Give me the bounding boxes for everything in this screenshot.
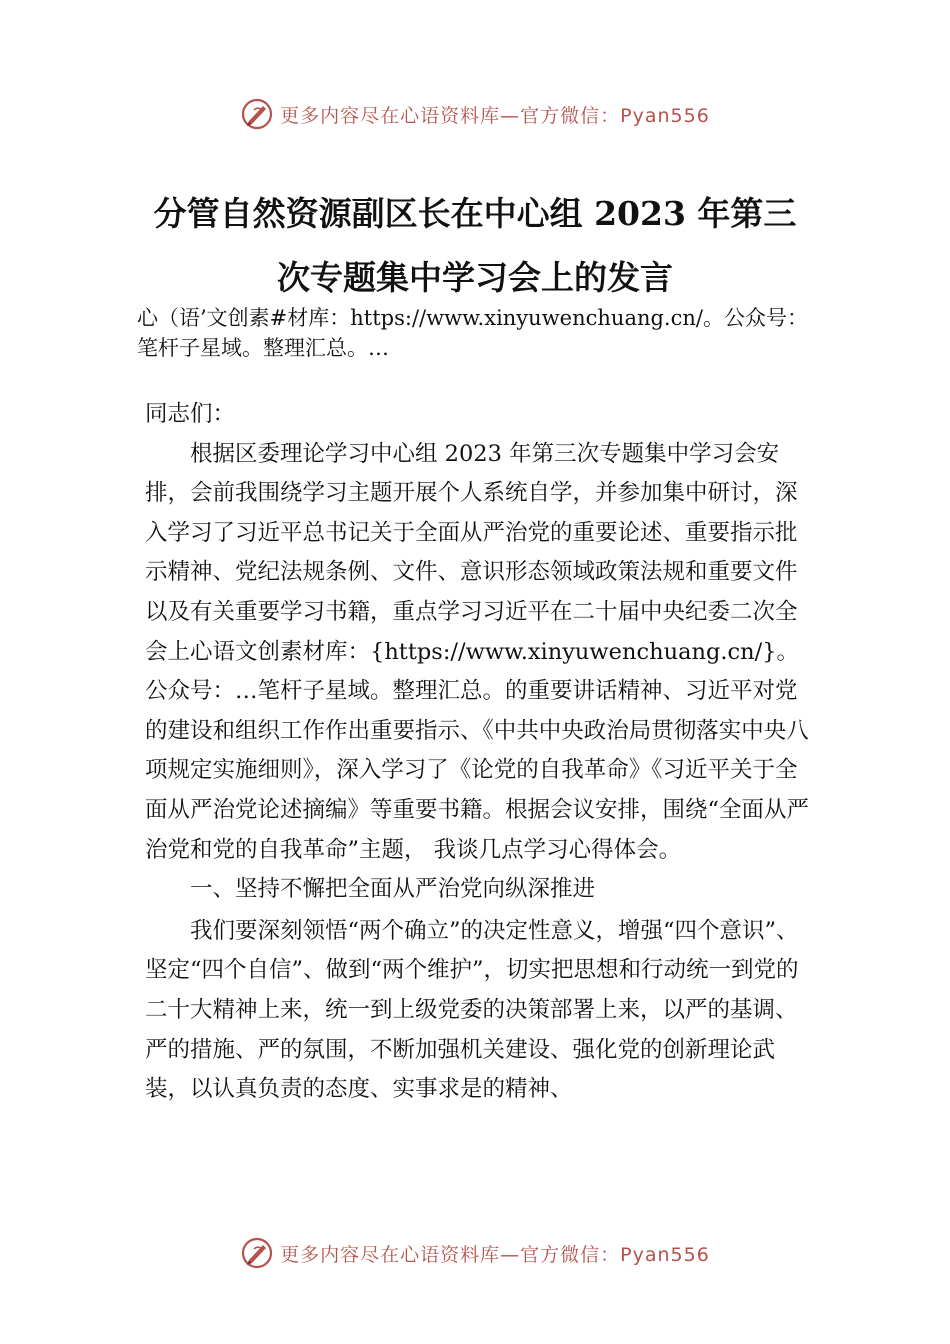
- source-note: 心（语’文创素#材库：https://www.xinyuwenchuang.cn/。公众号：笔杆子星域。整理汇总。…: [137, 306, 808, 360]
- section-heading-1: 一、坚持不懈把全面从严治党向纵深推进: [190, 876, 596, 903]
- banner-text: 更多内容尽在心语资料库—官方微信：Pyan556: [280, 1243, 710, 1266]
- document-title-line-1: 分管自然资源副区长在中心组 2023 年第三: [153, 194, 797, 233]
- pen-logo-icon: [240, 97, 274, 131]
- paragraph-2: 我们要深刻领悟“两个确立”的决定性意义，增强“四个意识”、坚定“四个自信”、做到“两个维护”，切实把思想和行动统一到党的二十大精神上来，统一到上级党委的决策部署上来，以严的基调、严的措施、严的氛围，不断加强机关建设、强化党的创新理论武装，以认真负责的态度、实事求是的精神、: [145, 917, 799, 1103]
- document-body: [145, 395, 815, 1110]
- salutation: 同志们：: [145, 401, 236, 427]
- pen-logo-icon: [240, 1236, 274, 1270]
- paragraph-1: 根据区委理论学习中心组 2023 年第三次专题集中学习会安排，会前我围绕学习主题开展个人系统自学，并参加集中研讨，深入学习了习近平总书记关于全面从严治党的重要论述、重要指示批示精神、党纪法规条例、文件、意识形态领域政策法规和重要文件以及有关重要学习书籍，重点学习习近平在二十届中央纪委二次全会上心语文创素材库：{https://www.xinyuwenchuang.cn/}。公众号：…笔杆子星域。整理汇总。的重要讲话精神、习近平对党的建设和组织工作作出重要指示、《中共中央政治局贯彻落实中央八项规定实施细则》，深入学习了《论党的自我革命》《习近平关于全面从严治党论述摘编》等重要书籍。根据会议安排，围绕“全面从严治党和党的自我革命”主题， 我谈几点学习心得体会。: [145, 440, 810, 863]
- document-title-line-2: 次专题集中学习会上的发言: [277, 258, 673, 297]
- banner-text: 更多内容尽在心语资料库—官方微信：Pyan556: [280, 104, 710, 127]
- header-banner: [0, 94, 950, 134]
- footer-banner: [0, 1233, 950, 1273]
